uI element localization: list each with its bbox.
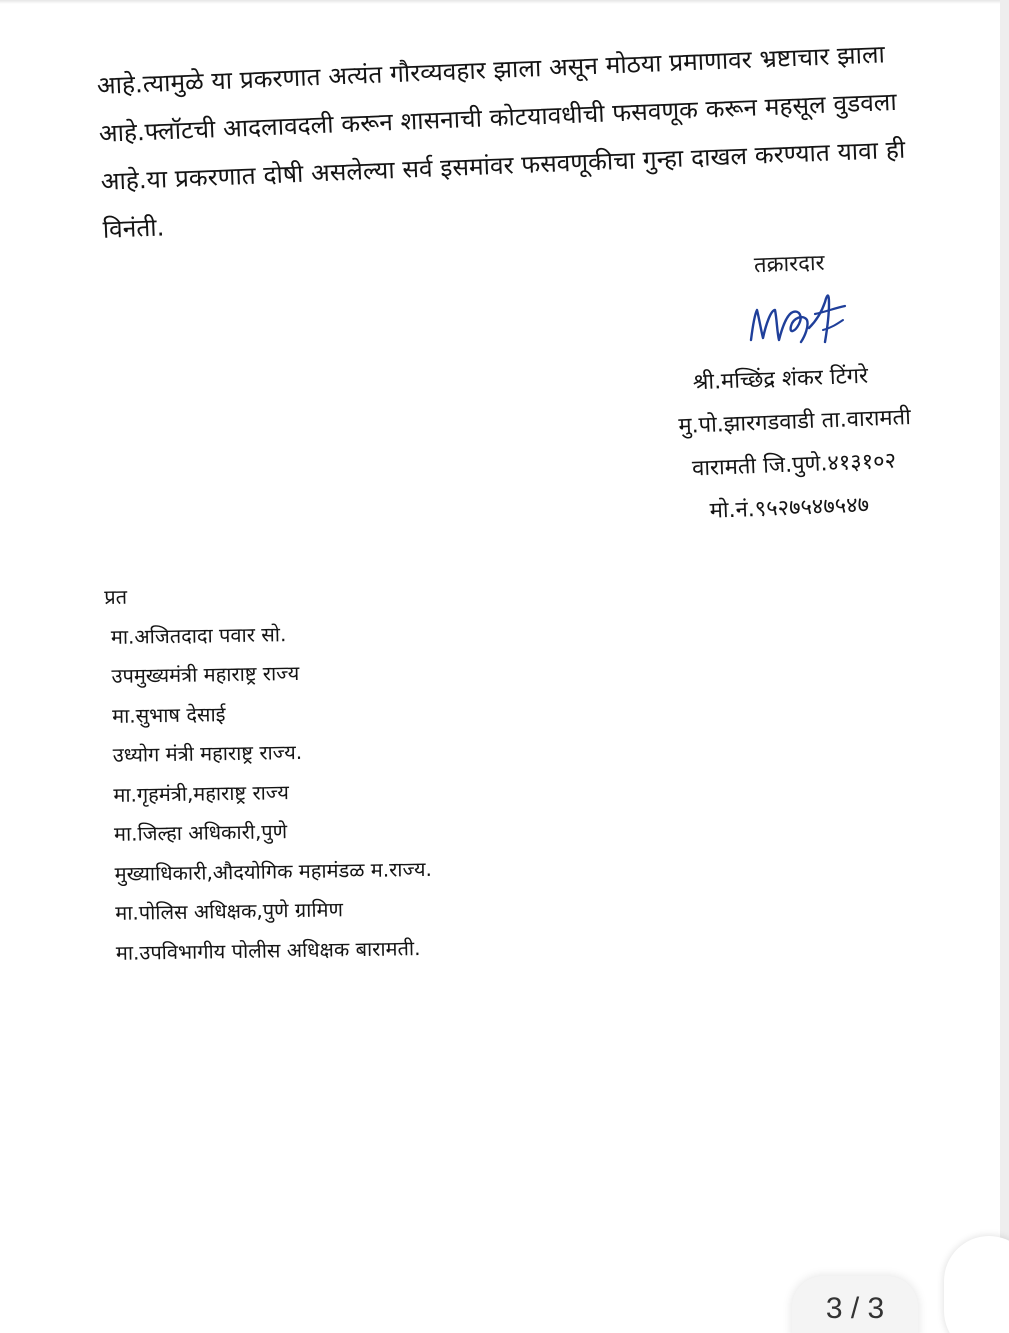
copy-recipient: मा.जिल्हा अधिकारी,पुणे [113, 819, 288, 846]
complainant-address [676, 353, 915, 534]
page-indicator [792, 1276, 918, 1333]
copy-recipient: मा.अजितदादा पवार सो. [110, 621, 287, 649]
complainant-name: श्री.मच्छिंद्र शंकर टिंगरे [692, 363, 869, 396]
letter-body-paragraph [96, 27, 973, 254]
copy-recipient: उध्योग मंत्री महाराष्ट्र राज्य. [112, 739, 303, 767]
copies-heading: प्रत [104, 584, 128, 609]
copy-recipient: मा.उपविभागीय पोलीस अधिक्षक बारामती. [115, 935, 421, 965]
phone-number: मो.नं.९५२७५४७५४७ [709, 492, 870, 524]
address-line: मु.पो.झारगडवाडी ता.वारामती [677, 405, 912, 439]
handwritten-signature [745, 284, 855, 354]
copy-recipient: उपमुख्यमंत्री महाराष्ट्र राज्य [111, 660, 300, 688]
copy-recipient: मा.पोलिस अधिक्षक,पुणे ग्रामिण [115, 897, 344, 925]
paragraph-line: आहे.फ्लॉटची आदलावदली करून शासनाची कोटयावधीची फसवणूक करून महसूल वुडवला [98, 86, 898, 148]
paragraph-line: आहे.त्यामुळे या प्रकरणात अत्यंत गौरव्यवहार झाला असून मोठया प्रमाणावर भ्रष्टाचार झाला [96, 39, 886, 100]
copies-list [104, 573, 433, 973]
page-top-edge [0, 0, 1000, 4]
page-indicator-label: 3 / 3 [825, 1292, 885, 1325]
address-line: वारामती जि.पुणे.४१३१०२ [691, 448, 897, 482]
copy-recipient: मुख्याधिकारी,औदयोगिक महामंडळ म.राज्य. [114, 856, 433, 886]
copy-recipient: मा.गृहमंत्री,महाराष्ट्र राज्य [113, 779, 290, 807]
copy-recipient: मा.सुभाष देसाई [111, 701, 226, 728]
complainant-label: तक्रारदार [753, 250, 825, 279]
viewer-scroll-edge[interactable] [1000, 0, 1009, 1333]
paragraph-line: विनंती. [102, 212, 165, 244]
paragraph-line: आहे.या प्रकरणात दोषी असलेल्या सर्व इसमांवर फसवणूकीचा गुन्हा दाखल करण्यात यावा ही [100, 134, 906, 196]
